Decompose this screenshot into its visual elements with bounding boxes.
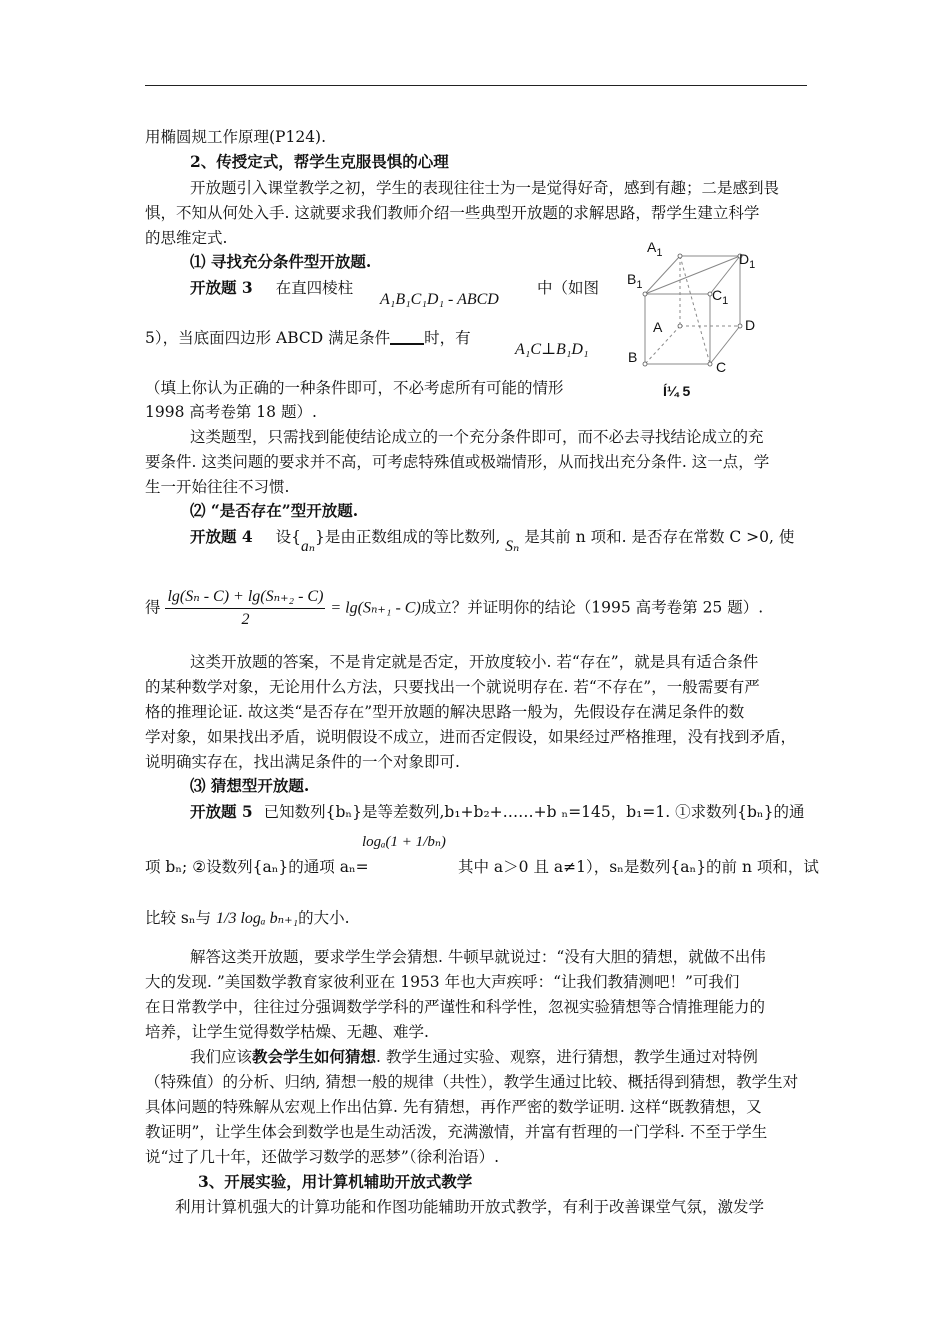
vertex-label-c: C bbox=[716, 359, 727, 375]
equation-rhs: = lg(Sₙ₊₁ - C) bbox=[330, 599, 421, 617]
text-line: 项 bₙ; ②设数列{aₙ}的通项 aₙ= bbox=[145, 858, 369, 876]
text: 设{ bbox=[275, 528, 301, 546]
text-line: 1998 高考卷第 18 题）. bbox=[145, 403, 317, 421]
vertex-label-c1: $C_1$ bbox=[712, 287, 729, 307]
fraction-numerator: lg(Sₙ - C) + lg(Sₙ₊₂ - C) bbox=[165, 586, 325, 609]
text: 已知数列{bₙ}是等差数列,b₁+b₂+……+b ₙ=145，b₁=1. ①求数列{bₙ}的通 bbox=[263, 803, 805, 821]
text-line: 这类开放题的答案，不是肯定就是否定，开放度较小. 若“存在”，就是具有适合条件 bbox=[190, 653, 759, 671]
text: 是其前 n 项和. 是否存在常数 C >0, 使 bbox=[524, 528, 795, 546]
text: 的大小. bbox=[298, 909, 350, 927]
text: }是由正数组成的等比数列, bbox=[315, 528, 501, 546]
subsection-heading: ⑴ 寻找充分条件型开放题. bbox=[190, 252, 372, 271]
log-formula: 1/3 logₐ bₙ₊₁ bbox=[216, 910, 299, 927]
header-rule bbox=[145, 85, 807, 86]
blank bbox=[390, 329, 424, 345]
text: 5），当底面四边形 ABCD 满足条件 bbox=[145, 329, 391, 347]
problem-label: 开放题 5 bbox=[190, 802, 253, 821]
section-heading: 3、开展实验，用计算机辅助开放式教学 bbox=[198, 1172, 473, 1191]
text-line: 大的发现. ”美国数学教育家彼利亚在 1953 年也大声疾呼：“让我们教猜测吧！”可我们 bbox=[145, 973, 740, 991]
sum-symbol: Sₙ bbox=[505, 538, 520, 555]
vertex-label-b1: $B_1$ bbox=[627, 271, 643, 291]
text-line bbox=[190, 1047, 758, 1067]
text-line: 这类题型，只需找到能使结论成立的一个充分条件即可，而不必去寻找结论成立的充 bbox=[190, 428, 764, 446]
text-line: 的思维定式. bbox=[145, 229, 228, 247]
problem-5-line bbox=[145, 908, 350, 929]
text-line: 要条件. 这类问题的要求并不高，可考虑特殊值或极端情形，从而找出充分条件. 这一点，学 bbox=[145, 453, 770, 471]
vertex-label-a: A bbox=[653, 319, 663, 335]
text-line: 说明确实存在，找出满足条件的一个对象即可. bbox=[145, 753, 460, 771]
text: 时，有 bbox=[424, 329, 471, 347]
subsection-heading: ⑶ 猜想型开放题. bbox=[190, 776, 310, 795]
fraction bbox=[165, 586, 325, 631]
problem-label: 开放题 4 bbox=[190, 527, 253, 546]
text-line: 开放题引入课堂教学之初，学生的表现往往士为一是觉得好奇，感到有趣；二是感到畏 bbox=[190, 179, 780, 197]
text-line: （特殊值）的分析、归纳, 猜想一般的规律（共性），教学生通过比较、概括得到猜想，教学生对 bbox=[145, 1073, 799, 1091]
log-formula: logₐ(1 + 1/bₙ) bbox=[362, 834, 446, 850]
formula-prism: A₁B₁C₁D₁ - ABCD bbox=[380, 291, 499, 308]
formula-perp: A₁C⊥B₁D₁ bbox=[515, 341, 589, 358]
text: 中（如图 bbox=[537, 279, 600, 297]
vertex-label-d: D bbox=[745, 317, 756, 333]
problem-label: 开放题 3 bbox=[190, 278, 253, 297]
vertex-label-d1: $D_1$ bbox=[739, 251, 756, 271]
vertex-label-b: B bbox=[628, 349, 638, 365]
subsection-heading: ⑵ “是否存在”型开放题. bbox=[190, 501, 359, 520]
text: 成立？并证明你的结论（1995 高考卷第 25 题）. bbox=[420, 598, 764, 617]
problem-5-line bbox=[190, 802, 804, 822]
text-line: 其中 a＞0 且 a≠1），sₙ是数列{aₙ}的前 n 项和，试 bbox=[458, 858, 819, 876]
text-line: 惧，不知从何处入手. 这就要求我们教师介绍一些典型开放题的求解思路，帮学生建立科学 bbox=[145, 204, 760, 222]
text: 在直四棱柱 bbox=[275, 279, 354, 297]
problem-3-line bbox=[145, 328, 471, 348]
text: 我们应该 bbox=[190, 1048, 253, 1066]
text-line: 说“过了几十年，还做学习数学的恶梦”（徐利治语）. bbox=[145, 1148, 500, 1166]
emphasis: 教会学生如何猜想 bbox=[252, 1047, 377, 1066]
text-line: 格的推理论证. 故这类“是否存在”型开放题的解决思路一般为，先假设存在满足条件的数 bbox=[145, 703, 745, 721]
problem-4-formula-line bbox=[145, 586, 763, 631]
text-line: 的某种数学对象，无论用什么方法，只要找出一个就说明存在. 若“不存在”，一般需要有严 bbox=[145, 678, 760, 696]
fraction-denominator: 2 bbox=[241, 611, 250, 628]
sequence-symbol: aₙ bbox=[301, 538, 316, 555]
figure-caption: Í¼ 5 bbox=[663, 383, 691, 399]
text: . 教学生通过实验、观察，进行猜想，教学生通过对特例 bbox=[376, 1048, 758, 1066]
text-line: 生一开始往往不习惯. bbox=[145, 478, 290, 496]
text-line: 用椭圆规工作原理(P124). bbox=[145, 128, 327, 146]
problem-4-line bbox=[190, 527, 795, 555]
text-line: （填上你认为正确的一种条件即可，不必考虑所有可能的情形 bbox=[145, 379, 564, 397]
section-heading: 2、传授定式，帮学生克服畏惧的心理 bbox=[190, 152, 449, 171]
text-line: 解答这类开放题，要求学生学会猜想. 牛顿早就说过：“没有大胆的猜想，就做不出伟 bbox=[190, 948, 766, 966]
problem-3-line bbox=[190, 278, 353, 298]
text-line: 利用计算机强大的计算功能和作图功能辅助开放式教学，有利于改善课堂气氛，激发学 bbox=[175, 1198, 765, 1216]
text-line: 培养，让学生觉得数学枯燥、无趣、难学. bbox=[145, 1023, 429, 1041]
text-line: 具体问题的特殊解从宏观上作出估算. 先有猜想，再作严密的数学证明. 这样“既教猜想，又 bbox=[145, 1098, 762, 1116]
text-line: 在日常教学中，往往过分强调数学学科的严谨性和科学性，忽视实验猜想等合情推理能力的 bbox=[145, 998, 766, 1016]
text: 比较 sₙ与 bbox=[145, 909, 212, 927]
vertex-label-a1: $A_1$ bbox=[647, 239, 663, 259]
text-line: 学对象，如果找出矛盾，说明假设不成立，进而否定假设，如果经过严格推理，没有找到矛盾， bbox=[145, 728, 797, 746]
text-line: 教证明”，让学生体会到数学也是生动活泼，充满激情，并富有哲理的一门学科. 不至于学生 bbox=[145, 1123, 768, 1141]
text: 得 bbox=[145, 598, 161, 617]
prism-figure bbox=[615, 236, 775, 402]
